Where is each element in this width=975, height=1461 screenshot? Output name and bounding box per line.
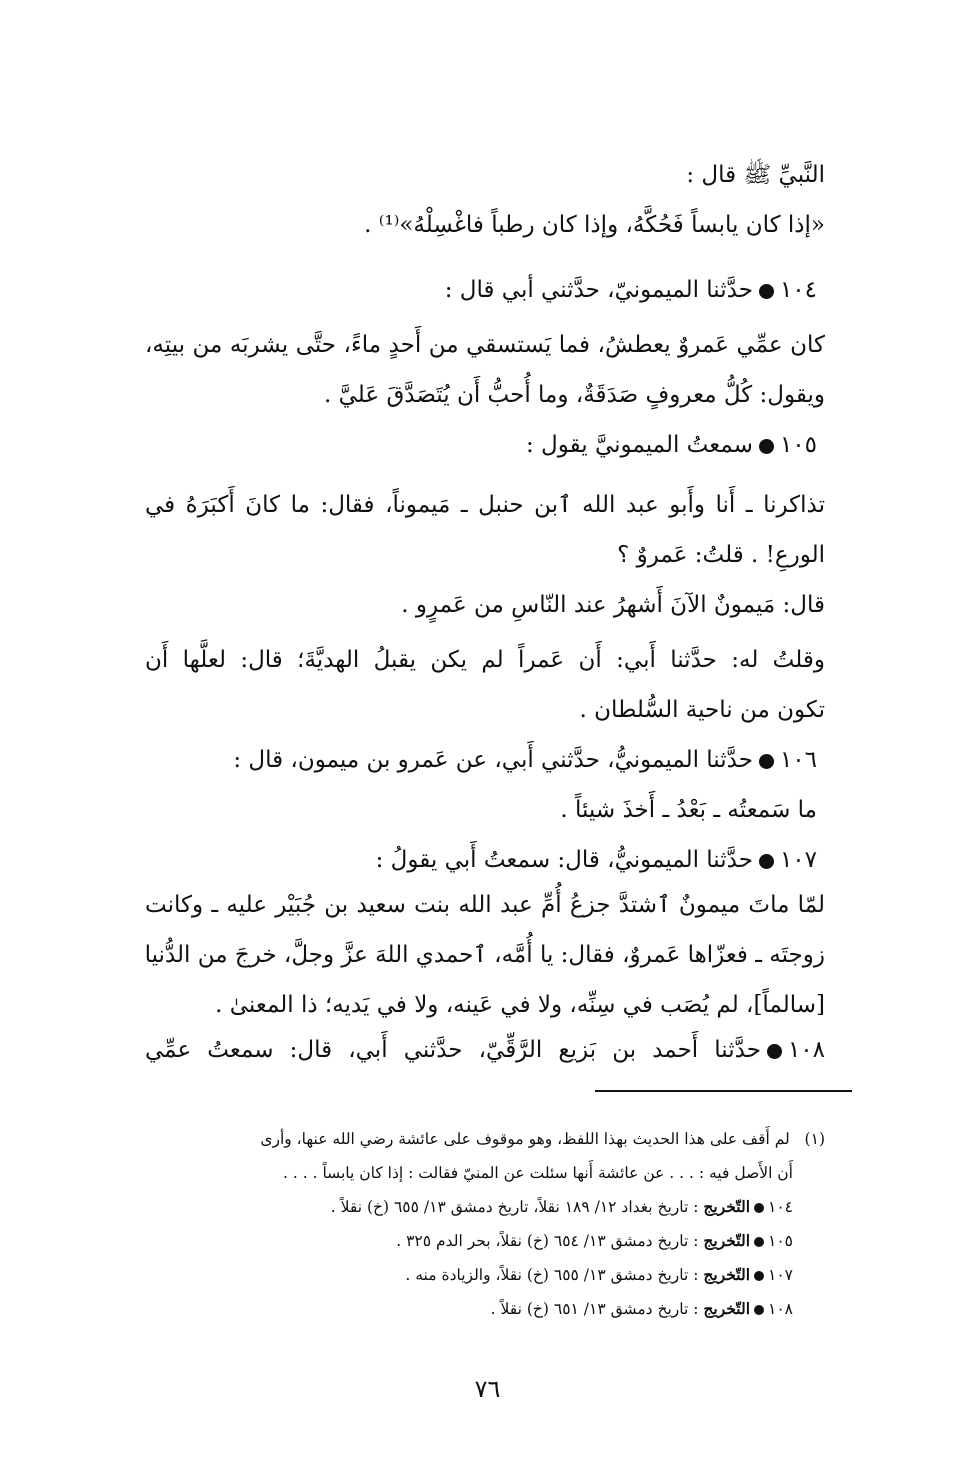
takhrij-label: التّخريج (703, 1231, 751, 1250)
entry-105-number: ١٠٥ (779, 432, 817, 458)
takhrij-label: التّخريج (703, 1265, 751, 1284)
entry-106-number: ١٠٦ (779, 747, 817, 773)
bullet-icon (759, 439, 774, 454)
takhrij-label: التّخريج (703, 1299, 751, 1318)
entry-108-number: ١٠٨ (787, 1037, 825, 1063)
footnote-1-text: لم أَقف على هذا الحديث بهذا اللفظ، وهو موقوف على عائشة رضي الله عنها، وأرى (260, 1130, 790, 1148)
paragraph-line: [سالماً]، لم يُصَب في سِنِّه، ولا في عَينه، ولا في يَديه؛ ذا المعنىٰ . (215, 992, 825, 1018)
takhrij-text: : تاريخ دمشق ١٣/ ٦٥١ (خ) نقلاً . (490, 1300, 699, 1318)
takhrij-text: : تاريخ دمشق ١٣/ ٦٥٥ (خ) نقلاً، والزيادة منه . (405, 1266, 699, 1284)
entry-107-isnad: حدَّثنا الميمونيُّ، قال: سمعتُ أَبي يقولُ : (375, 847, 753, 873)
entry-107-text (145, 880, 825, 1030)
intro-block (145, 150, 825, 250)
paragraph-line: تكون من ناحية السُّلطان . (579, 697, 825, 723)
entry-106-heading (157, 735, 817, 835)
footnote-divider (595, 1090, 852, 1092)
bullet-icon (754, 1203, 764, 1213)
entry-104-heading (157, 265, 817, 315)
bullet-icon (759, 284, 774, 299)
entry-105-text-b (145, 580, 825, 630)
entry-106-text: ما سَمعتُه ـ بَعْدُ ـ أَخذَ شيئاً . (560, 797, 817, 823)
intro-line: النَّبيِّ ﷺ قال : (686, 162, 825, 188)
paragraph-line: الورعِ! . قلتُ: عَمروٌ ؟ (617, 542, 825, 568)
page-number: ٧٦ (474, 1375, 501, 1403)
takhrij-row (135, 1190, 825, 1224)
takhrij-row (135, 1224, 825, 1258)
takhrij-number: ١٠٤ (768, 1198, 793, 1216)
entry-104-text (145, 320, 825, 420)
bullet-icon (767, 1044, 782, 1059)
bullet-icon (754, 1237, 764, 1247)
paragraph-line: قال: مَيمونٌ الآنَ أَشهرُ عند النّاسِ من عَمرٍو . (401, 592, 825, 618)
bullet-icon (759, 754, 774, 769)
takhrij-number: ١٠٥ (768, 1232, 793, 1250)
entry-105-heading (157, 420, 817, 470)
entry-105-isnad: سمعتُ الميمونيَّ يقول : (525, 432, 753, 458)
paragraph-line: وقلتُ له: حدَّثنا أَبي: أَن عَمراً لم يكن يقبلُ الهديَّةَ؛ قال: لعلَّها أَن (145, 647, 825, 673)
quote-line: «إذا كان يابساً فَحُكَّهُ، وإذا كان رطباً فاغْسِلْهُ»⁽¹⁾ . (364, 212, 825, 238)
entry-105-text-a (145, 480, 825, 580)
paragraph-line: ويقول: كُلُّ معروفٍ صَدَقَةٌ، وما أُحبُّ أَن يُتَصَدَّقَ عَليَّ . (324, 382, 825, 408)
takhrij-label: التّخريج (703, 1197, 751, 1216)
takhrij-number: ١٠٨ (768, 1300, 793, 1318)
entry-105-text-c (145, 635, 825, 735)
entry-104-isnad: حدَّثنا الميمونيّ، حدَّثني أبي قال : (444, 277, 753, 303)
entry-106-isnad: حدَّثنا الميمونيُّ، حدَّثني أَبي، عن عَمرو بن ميمون، قال : (233, 747, 753, 773)
paragraph-line: تذاكرنا ـ أَنا وأَبو عبد الله ٱبن حنبل ـ مَيموناً، فقال: ما كانَ أَكبَرَهُ في (145, 492, 825, 518)
paragraph-line: كان عمِّي عَمروٌ يعطشُ، فما يَستسقي من أَحدٍ ماءً، حتَّى يشربَه من بيتِه، (145, 332, 825, 358)
entry-107-heading (157, 835, 817, 885)
paragraph-line: لمّا ماتَ ميمونٌ ٱشتدَّ جزعُ أُمِّ عبد الله بنت سعيد بن جُبَيْر عليه ـ وكانت (145, 892, 825, 918)
entry-108-isnad: حدَّثنا أَحمد بن بَزيع الرَّقِّيّ، حدَّثني أَبي، قال: سمعتُ عمِّي (145, 1037, 761, 1063)
paragraph-line: زوجتَه ـ فعزّاها عَمروٌ، فقال: يا أُمَّه، ٱحمدي اللهَ عزَّ وجلَّ، خرجَ من الدُّنيا (144, 942, 825, 968)
footnote-1-line-2: أَن الأَصل فيه : . . . عن عائشة أَنها سئلت عن المنيّ فقالت : إذا كان يابساً . . . . (283, 1164, 793, 1182)
takhrij-number: ١٠٧ (768, 1266, 793, 1284)
takhrij-text: : تاريخ بغداد ١٢/ ١٨٩ نقلاً، تاريخ دمشق ١٣/ ٦٥٥ (خ) نقلاً . (330, 1198, 699, 1216)
entry-104-number: ١٠٤ (779, 277, 817, 303)
bullet-icon (759, 854, 774, 869)
takhrij-row (135, 1258, 825, 1292)
footnote-marker: (١) (804, 1130, 825, 1148)
takhrij-row (135, 1292, 825, 1326)
footnotes (135, 1122, 825, 1326)
entry-107-number: ١٠٧ (779, 847, 817, 873)
entry-108-heading (145, 1025, 825, 1075)
footnote-1-line-1 (135, 1122, 825, 1156)
takhrij-text: : تاريخ دمشق ١٣/ ٦٥٤ (خ) نقلاً، بحر الدم ٣٢٥ . (396, 1232, 699, 1250)
bullet-icon (754, 1271, 764, 1281)
bullet-icon (754, 1305, 764, 1315)
